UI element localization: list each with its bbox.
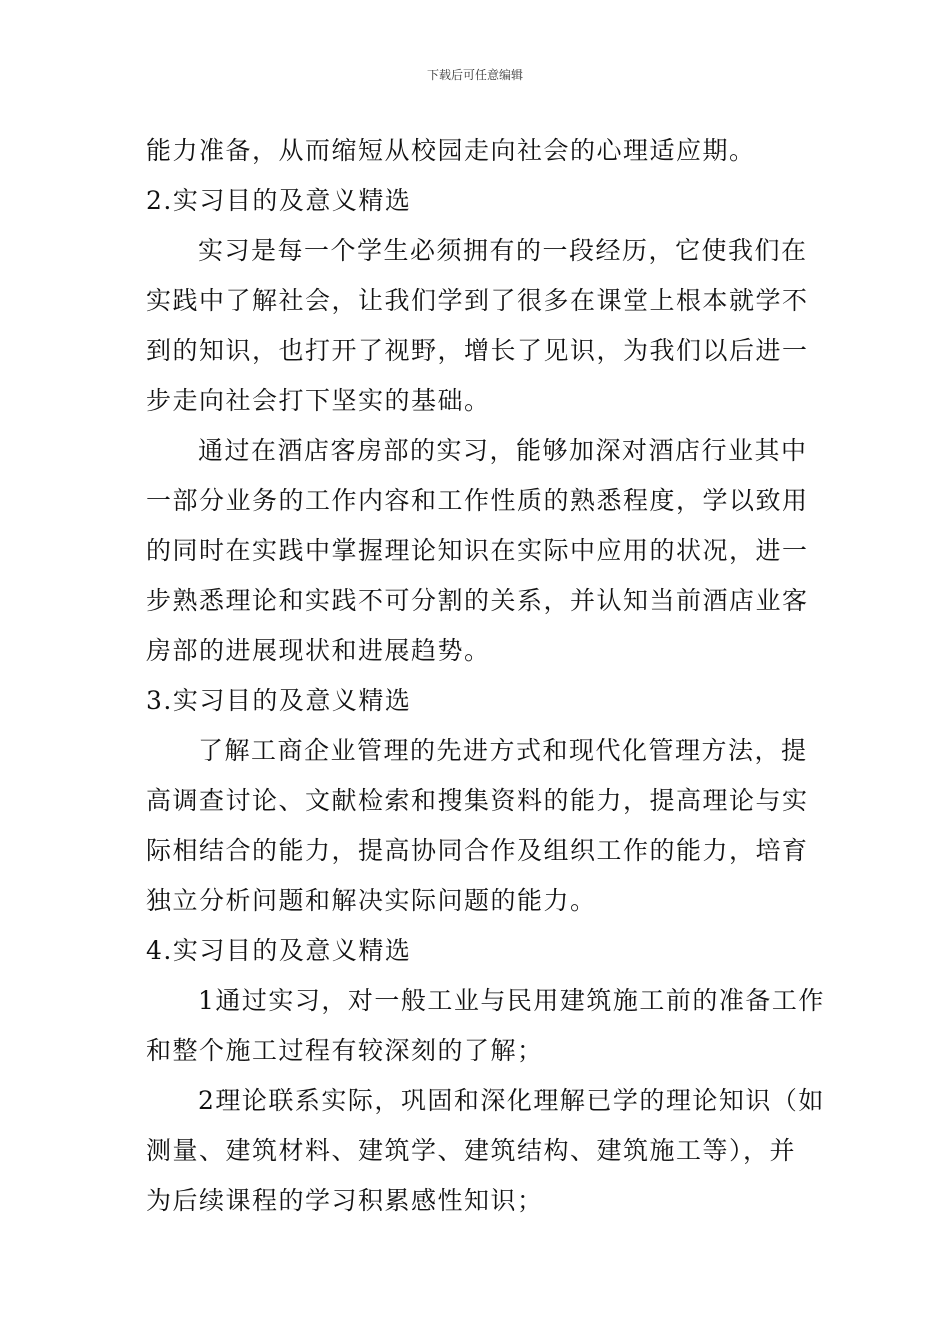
text-line: 实习是每一个学生必须拥有的一段经历，它使我们在 xyxy=(198,236,808,265)
text-line: 了解工商企业管理的先进方式和现代化管理方法，提 xyxy=(198,736,808,765)
text-line: 能力准备，从而缩短从校园走向社会的心理适应期。 xyxy=(146,136,756,165)
text-line: 独立分析问题和解决实际问题的能力。 xyxy=(146,886,597,915)
text-line: 实践中了解社会，让我们学到了很多在课堂上根本就学不 xyxy=(146,286,809,315)
text-line: 1通过实习，对一般工业与民用建筑施工前的准备工作 xyxy=(198,986,825,1015)
text-line: 测量、建筑材料、建筑学、建筑结构、建筑施工等），并 xyxy=(146,1136,797,1165)
text-line: 和整个施工过程有较深刻的了解； xyxy=(146,1036,544,1065)
section-heading: 3.实习目的及意义精选 xyxy=(146,686,412,715)
text-line: 到的知识，也打开了视野，增长了见识，为我们以后进一 xyxy=(146,336,809,365)
page-header-note: 下载后可任意编辑 xyxy=(426,68,523,82)
text-line: 房部的进展现状和进展趋势。 xyxy=(146,636,491,665)
text-line: 高调查讨论、文献检索和搜集资料的能力，提高理论与实 xyxy=(146,786,809,815)
document-body xyxy=(146,126,825,1226)
text-line: 2理论联系实际，巩固和深化理解已学的理论知识（如 xyxy=(198,1086,825,1115)
text-line: 一部分业务的工作内容和工作性质的熟悉程度，学以致用 xyxy=(146,486,809,515)
text-line: 际相结合的能力，提高协同合作及组织工作的能力，培育 xyxy=(146,836,809,865)
text-line: 步走向社会打下坚实的基础。 xyxy=(146,386,491,415)
section-heading: 4.实习目的及意义精选 xyxy=(146,936,412,965)
section-heading: 2.实习目的及意义精选 xyxy=(146,186,412,215)
text-line: 为后续课程的学习积累感性知识； xyxy=(146,1186,544,1215)
text-line: 通过在酒店客房部的实习，能够加深对酒店行业其中 xyxy=(198,436,808,465)
text-line: 步熟悉理论和实践不可分割的关系，并认知当前酒店业客 xyxy=(146,586,809,615)
text-line: 的同时在实践中掌握理论知识在实际中应用的状况，进一 xyxy=(146,536,809,565)
